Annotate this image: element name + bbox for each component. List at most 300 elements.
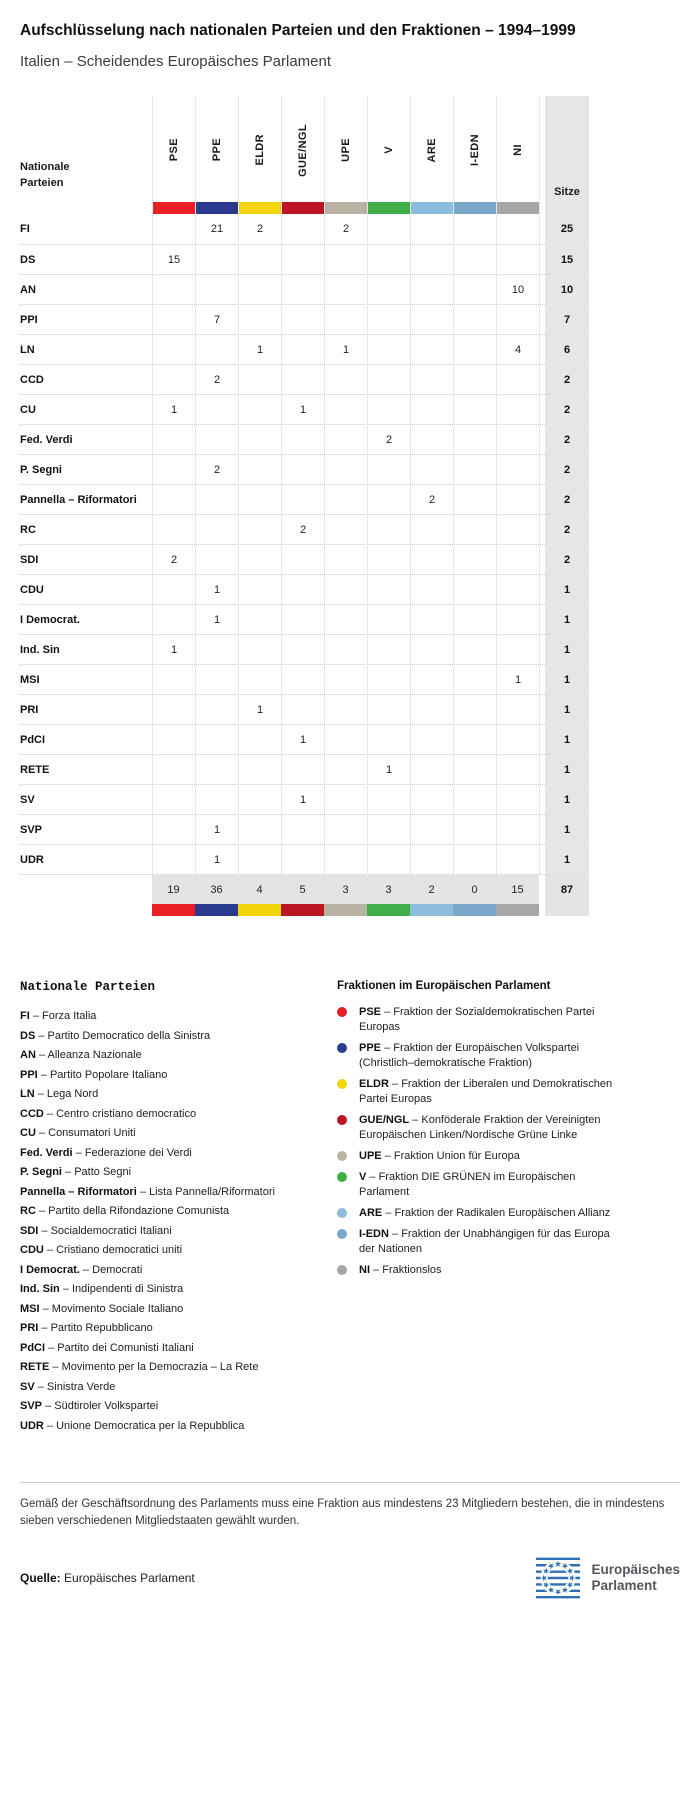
seat-value-cell	[238, 635, 281, 664]
group-full-name: Fraktion der Europäischen Volkspartei (Christlich–demokratische Fraktion)	[359, 1042, 580, 1069]
seat-value-cell	[453, 305, 496, 334]
party-abbr: Fed. Verdi	[20, 1146, 73, 1159]
seat-value-cell	[152, 755, 195, 784]
group-color-bar	[410, 904, 453, 916]
seat-value-cell	[324, 365, 367, 394]
seat-value-cell	[410, 635, 453, 664]
party-full-name: Alleanza Nazionale	[47, 1049, 142, 1061]
seat-value-cell	[238, 275, 281, 304]
group-color-bar	[325, 202, 367, 214]
seats-cell: 25	[545, 214, 589, 244]
seats-cell: 2	[545, 365, 589, 394]
totals-row-spacer	[20, 875, 152, 916]
group-color-bar	[411, 202, 453, 214]
seat-value-cell	[152, 845, 195, 874]
seat-value-cell: 1	[195, 815, 238, 844]
seat-value-cell	[410, 335, 453, 364]
party-name-cell: P. Segni	[20, 463, 62, 476]
seat-value-cell	[410, 214, 453, 244]
separator: –	[49, 1361, 62, 1373]
party-name-cell: I Democrat.	[20, 613, 80, 626]
seat-value-cell	[453, 335, 496, 364]
seat-value-cell	[496, 815, 539, 844]
table-row	[20, 844, 589, 874]
seat-value-cell: 2	[152, 545, 195, 574]
seat-value-cell	[195, 785, 238, 814]
group-legend-text	[359, 1263, 621, 1278]
table-row	[20, 664, 589, 694]
party-full-name: Socialdemocratici Italiani	[50, 1224, 172, 1237]
seat-value-cell: 1	[195, 845, 238, 874]
seat-value-cell	[238, 785, 281, 814]
seat-value-cell	[238, 545, 281, 574]
seat-value-cell: 2	[367, 425, 410, 454]
seat-value-cell	[238, 605, 281, 634]
seat-value-cell	[152, 455, 195, 484]
party-legend-item	[20, 1027, 320, 1047]
seat-value-cell	[281, 455, 324, 484]
group-full-name: Fraktionslos	[382, 1264, 442, 1276]
seats-cell: 2	[545, 455, 589, 484]
group-legend-text	[359, 1077, 621, 1107]
separator: –	[381, 1006, 394, 1018]
ep-logo-text	[591, 1562, 680, 1593]
party-full-name: Lega Nord	[46, 1088, 99, 1100]
seat-value-cell: 2	[324, 214, 367, 244]
group-color-dot	[337, 1079, 347, 1089]
seat-value-cell	[324, 845, 367, 874]
party-full-name: Indipendenti di Sinistra	[71, 1283, 184, 1295]
party-legend-item	[20, 1241, 320, 1261]
seats-cell: 2	[545, 485, 589, 514]
group-column-label: NI	[512, 144, 524, 156]
group-total-cell	[238, 875, 281, 916]
group-legend-text	[359, 1149, 621, 1164]
party-abbr: MSI	[20, 1302, 40, 1315]
seat-value-cell	[453, 395, 496, 424]
seats-cell: 1	[545, 575, 589, 604]
seat-value-cell	[238, 395, 281, 424]
seat-value-cell	[195, 425, 238, 454]
divider	[20, 1482, 680, 1483]
seat-value-cell: 1	[152, 395, 195, 424]
seat-value-cell	[195, 335, 238, 364]
seat-value-cell	[453, 455, 496, 484]
separator: –	[38, 1322, 51, 1334]
party-full-name: Patto Segni	[74, 1166, 132, 1178]
seat-value-cell	[453, 845, 496, 874]
seat-value-cell	[367, 605, 410, 634]
group-legend-text	[359, 1041, 621, 1071]
group-abbr: ELDR	[359, 1078, 389, 1090]
seat-value-cell	[453, 515, 496, 544]
group-abbr: ARE	[359, 1207, 383, 1219]
separator: –	[382, 1207, 395, 1219]
seat-value-cell	[367, 455, 410, 484]
group-color-dot	[337, 1007, 347, 1017]
group-color-bar	[367, 904, 410, 916]
seat-value-cell	[453, 725, 496, 754]
separator: –	[45, 1341, 58, 1354]
party-legend-item	[20, 1319, 320, 1339]
group-abbr: GUE/NGL	[359, 1114, 410, 1126]
seat-value-cell	[367, 275, 410, 304]
seat-value-cell: 1	[281, 395, 324, 424]
group-abbr: V	[359, 1171, 367, 1183]
party-name-cell: PPI	[20, 313, 38, 326]
seat-value-cell	[152, 275, 195, 304]
seat-value-cell	[324, 605, 367, 634]
seat-value-cell	[281, 755, 324, 784]
seat-value-cell	[324, 785, 367, 814]
seat-value-cell	[410, 845, 453, 874]
group-abbr: NI	[359, 1264, 370, 1276]
seat-value-cell	[152, 815, 195, 844]
party-name-cell: Pannella – Riformatori	[20, 493, 137, 506]
seat-value-cell: 21	[195, 214, 238, 244]
seat-value-cell	[496, 545, 539, 574]
party-name-cell: SV	[20, 793, 35, 806]
seat-value-cell	[195, 275, 238, 304]
seat-value-cell	[195, 245, 238, 274]
group-total-cell	[195, 875, 238, 916]
party-name-cell: FI	[20, 223, 30, 235]
seat-value-cell	[410, 245, 453, 274]
party-legend-item	[20, 1417, 320, 1437]
seat-value-cell	[324, 575, 367, 604]
separator: –	[381, 1042, 394, 1054]
seat-value-cell	[281, 275, 324, 304]
seat-value-cell	[324, 755, 367, 784]
seat-value-cell	[496, 245, 539, 274]
seat-value-cell	[453, 425, 496, 454]
group-total-value: 36	[210, 883, 223, 896]
seat-value-cell	[367, 845, 410, 874]
seat-value-cell: 1	[367, 755, 410, 784]
party-name-cell: CCD	[20, 373, 44, 386]
group-full-name: Fraktion der Sozialdemokratischen Partei Europas	[359, 1006, 595, 1033]
seat-value-cell	[410, 815, 453, 844]
seat-value-cell	[324, 665, 367, 694]
seat-value-cell	[496, 515, 539, 544]
table-row	[20, 724, 589, 754]
groups-legend-title: Fraktionen im Europäischen Parlament	[337, 980, 551, 992]
seat-value-cell	[281, 635, 324, 664]
group-column-header	[238, 96, 281, 214]
seat-value-cell	[453, 214, 496, 244]
group-color-bar	[281, 904, 324, 916]
seats-cell: 15	[545, 245, 589, 274]
party-legend-item	[20, 1144, 320, 1164]
separator: –	[381, 1150, 394, 1162]
group-legend-item	[337, 1113, 677, 1143]
party-abbr: PdCI	[20, 1341, 46, 1354]
group-abbr: I-EDN	[359, 1228, 389, 1240]
seats-cell: 2	[545, 425, 589, 454]
party-abbr: CCD	[20, 1107, 44, 1120]
parties-legend-title: Nationale Parteien	[20, 980, 156, 994]
group-column-header	[195, 96, 238, 214]
group-legend-item	[337, 1170, 677, 1200]
seats-cell: 1	[545, 695, 589, 724]
party-name-cell: LN	[20, 343, 35, 356]
footnote: Gemäß der Geschäftsordnung des Parlaments muss eine Fraktion aus mindestens 23 Mitgliedern bestehen, die in mindestens sieben verschiedenen Mitgliedstaaten gewählt wurden.	[20, 1498, 665, 1528]
separator: –	[42, 1400, 55, 1412]
seat-value-cell	[152, 305, 195, 334]
group-color-bar	[282, 202, 324, 214]
table-row	[20, 454, 589, 484]
seat-value-cell	[410, 755, 453, 784]
group-total-cell	[453, 875, 496, 916]
party-legend-item	[20, 1300, 320, 1320]
seat-value-cell	[238, 365, 281, 394]
source-label: Quelle:	[20, 1570, 61, 1585]
seat-value-cell	[367, 635, 410, 664]
party-abbr: CU	[20, 1127, 36, 1139]
party-full-name: Movimento per la Democrazia – La Rete	[61, 1361, 259, 1373]
separator: –	[59, 1283, 72, 1295]
group-legend-text	[359, 1113, 621, 1143]
party-full-name: Movimento Sociale Italiano	[51, 1302, 184, 1315]
group-legend-text	[359, 1005, 621, 1035]
party-name-cell: RETE	[20, 763, 50, 776]
seat-value-cell	[238, 755, 281, 784]
group-color-dot	[337, 1115, 347, 1125]
source-row	[20, 1555, 680, 1601]
seat-value-cell	[453, 245, 496, 274]
group-color-bar	[196, 202, 238, 214]
table-row	[20, 544, 589, 574]
separator: –	[38, 1224, 51, 1237]
seat-value-cell	[152, 605, 195, 634]
party-name-cell: AN	[20, 283, 36, 296]
source-line	[20, 1571, 195, 1585]
seat-value-cell	[324, 425, 367, 454]
seat-value-cell	[410, 395, 453, 424]
ep-parliament-icon	[535, 1555, 581, 1601]
seat-value-cell	[324, 245, 367, 274]
separator: –	[43, 1244, 57, 1256]
party-legend-item	[20, 1222, 320, 1242]
party-abbr: PPI	[20, 1068, 38, 1081]
group-color-bar	[239, 202, 281, 214]
seat-value-cell	[152, 335, 195, 364]
party-abbr: SVP	[20, 1400, 43, 1412]
seat-value-cell: 10	[496, 275, 539, 304]
seat-value-cell	[281, 245, 324, 274]
group-color-bar	[195, 904, 238, 916]
seat-value-cell	[453, 575, 496, 604]
seat-value-cell	[410, 605, 453, 634]
group-full-name: Konföderale Fraktion der Vereinigten Europäischen Linken/Nordische Grüne Linke	[359, 1114, 601, 1141]
party-abbr: Ind. Sin	[20, 1283, 60, 1295]
seat-value-cell	[453, 275, 496, 304]
row-header-cell	[20, 96, 152, 214]
seat-value-cell	[238, 425, 281, 454]
group-total-cell	[324, 875, 367, 916]
group-color-dot	[337, 1229, 347, 1239]
grand-total-cell: 87	[545, 875, 589, 916]
party-abbr: AN	[20, 1049, 36, 1061]
party-full-name: Partito dei Comunisti Italiani	[57, 1341, 194, 1354]
group-full-name: Fraktion DIE GRÜNEN im Europäischen Parlament	[359, 1171, 576, 1198]
seat-value-cell	[152, 365, 195, 394]
group-abbr: UPE	[359, 1150, 382, 1162]
seat-value-cell: 4	[496, 335, 539, 364]
group-color-dot	[337, 1172, 347, 1182]
separator: –	[409, 1114, 422, 1126]
seat-value-cell	[453, 605, 496, 634]
separator: –	[388, 1228, 402, 1240]
seats-cell: 1	[545, 605, 589, 634]
seat-value-cell	[496, 214, 539, 244]
separator: –	[366, 1171, 379, 1183]
seats-cell: 1	[545, 755, 589, 784]
seat-value-cell	[152, 575, 195, 604]
seat-value-cell	[195, 635, 238, 664]
seat-value-cell: 1	[195, 605, 238, 634]
party-full-name: Südtiroler Volkspartei	[54, 1400, 159, 1412]
seat-value-cell: 2	[281, 515, 324, 544]
seat-value-cell: 1	[281, 725, 324, 754]
seat-value-cell	[281, 365, 324, 394]
seat-value-cell	[367, 665, 410, 694]
separator: –	[35, 1029, 48, 1042]
party-abbr: UDR	[20, 1419, 44, 1432]
seat-value-cell	[410, 545, 453, 574]
party-abbr: CDU	[20, 1244, 44, 1256]
seat-value-cell	[281, 335, 324, 364]
party-abbr: LN	[20, 1088, 35, 1100]
group-full-name: Fraktion der Liberalen und Demokratischen Partei Europas	[359, 1078, 613, 1105]
seat-value-cell	[453, 635, 496, 664]
seat-value-cell	[238, 815, 281, 844]
group-total-cell	[152, 875, 195, 916]
party-name-cell: CU	[20, 403, 36, 416]
seats-cell: 1	[545, 635, 589, 664]
party-abbr: SV	[20, 1380, 35, 1393]
table-body	[20, 214, 589, 874]
group-column-header	[453, 96, 496, 214]
seat-value-cell	[281, 575, 324, 604]
seat-value-cell: 1	[281, 785, 324, 814]
group-legend-item	[337, 1227, 677, 1257]
seat-value-cell	[496, 785, 539, 814]
seat-value-cell	[238, 845, 281, 874]
separator: –	[43, 1419, 57, 1432]
party-legend-item	[20, 1339, 320, 1359]
group-color-bar	[152, 904, 195, 916]
party-abbr: P. Segni	[20, 1166, 62, 1178]
table-row	[20, 574, 589, 604]
separator: –	[72, 1146, 85, 1159]
seat-value-cell	[496, 695, 539, 724]
party-legend-item	[20, 1378, 320, 1398]
seat-value-cell	[281, 485, 324, 514]
seat-value-cell	[324, 305, 367, 334]
seat-value-cell	[195, 515, 238, 544]
party-legend-item	[20, 1046, 320, 1066]
group-total-value: 15	[511, 883, 524, 896]
separator: –	[35, 1205, 49, 1217]
seats-cell: 7	[545, 305, 589, 334]
party-legend-item	[20, 1261, 320, 1281]
seat-value-cell	[496, 635, 539, 664]
group-column-header	[152, 96, 195, 214]
party-full-name: Cristiano democratici uniti	[56, 1244, 183, 1256]
seat-value-cell	[410, 275, 453, 304]
separator: –	[370, 1264, 383, 1276]
party-full-name: Forza Italia	[42, 1010, 97, 1022]
party-abbr: FI	[20, 1010, 30, 1022]
table-row	[20, 814, 589, 844]
party-full-name: Democrati	[92, 1263, 143, 1276]
group-color-bar	[153, 202, 195, 214]
table-row	[20, 214, 589, 244]
seat-value-cell	[281, 665, 324, 694]
source-text: Europäisches Parlament	[64, 1570, 195, 1585]
seat-value-cell	[195, 695, 238, 724]
group-color-dot	[337, 1151, 347, 1161]
seat-value-cell	[281, 305, 324, 334]
group-column-label: ARE	[426, 137, 438, 163]
separator: –	[37, 1068, 50, 1081]
seats-cell: 1	[545, 815, 589, 844]
party-legend-item	[20, 1358, 320, 1378]
seat-value-cell	[324, 725, 367, 754]
seat-value-cell	[410, 725, 453, 754]
party-legend-item	[20, 1163, 320, 1183]
party-abbr: RC	[20, 1205, 36, 1217]
group-abbr: PPE	[359, 1042, 382, 1054]
separator: –	[79, 1263, 93, 1276]
table-row	[20, 274, 589, 304]
group-column-header	[496, 96, 539, 214]
party-name-cell: RC	[20, 523, 36, 536]
separator: –	[34, 1380, 47, 1393]
party-legend-item	[20, 1183, 320, 1203]
seat-value-cell	[410, 665, 453, 694]
party-full-name: Partito Repubblicano	[50, 1322, 153, 1334]
seat-value-cell: 1	[195, 575, 238, 604]
seats-cell: 1	[545, 725, 589, 754]
seat-value-cell: 2	[410, 485, 453, 514]
party-name-cell: PRI	[20, 703, 39, 716]
party-legend-item	[20, 1105, 320, 1125]
seat-value-cell	[281, 425, 324, 454]
seats-cell: 2	[545, 395, 589, 424]
group-total-cell	[281, 875, 324, 916]
group-total-cell	[367, 875, 410, 916]
seat-value-cell	[324, 455, 367, 484]
table-row	[20, 604, 589, 634]
table-row	[20, 484, 589, 514]
party-legend-item	[20, 1202, 320, 1222]
group-color-bar	[496, 904, 539, 916]
group-total-value: 3	[342, 883, 349, 896]
seat-value-cell	[367, 485, 410, 514]
group-column-label: PPE	[211, 138, 223, 162]
separator: –	[39, 1302, 52, 1315]
seat-value-cell	[281, 545, 324, 574]
separator: –	[136, 1185, 149, 1198]
group-total-cell	[410, 875, 453, 916]
party-abbr: I Democrat.	[20, 1263, 80, 1276]
page-title: Aufschlüsselung nach nationalen Parteien und den Fraktionen – 1994–1999	[20, 22, 576, 39]
seats-table	[20, 96, 589, 916]
party-full-name: Partito della Rifondazione Comunista	[48, 1205, 230, 1217]
seats-cell: 2	[545, 545, 589, 574]
